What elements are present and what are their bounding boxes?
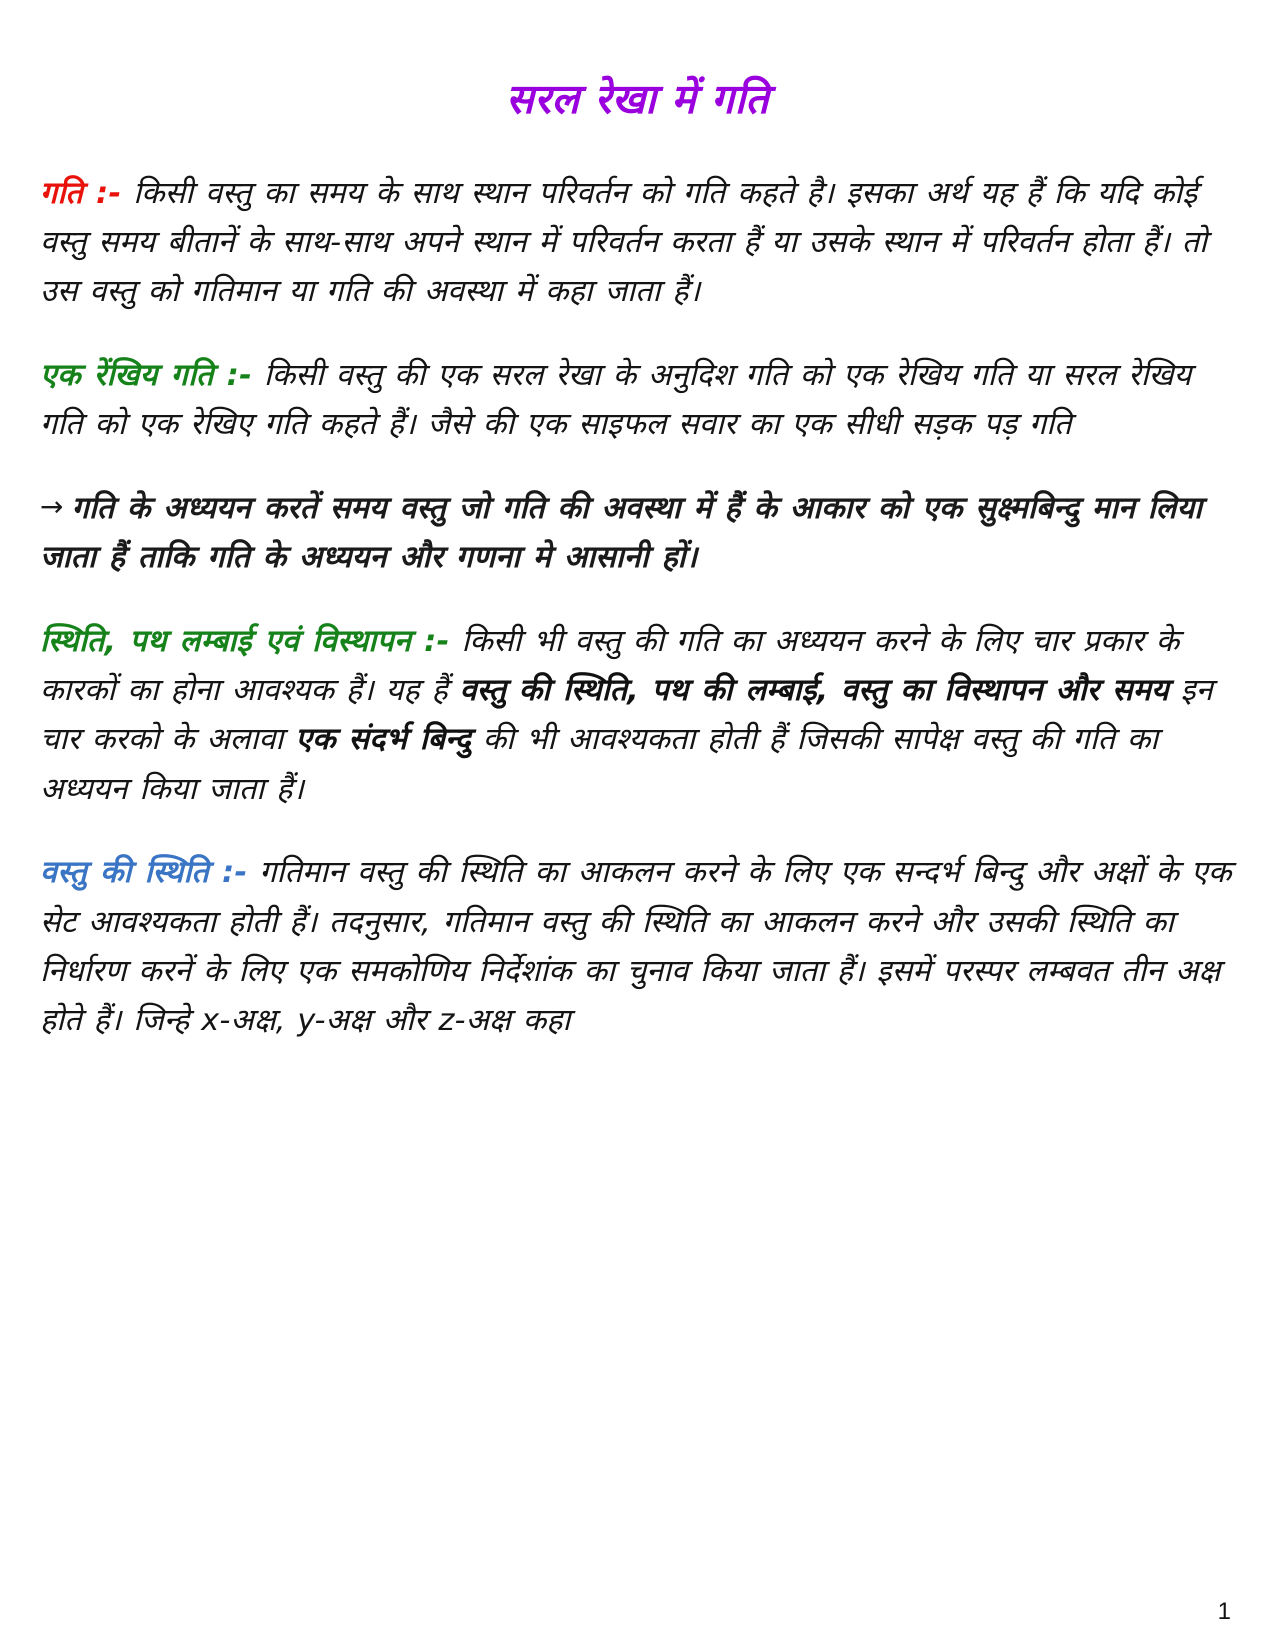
- section-vastu-ki-sthiti-heading: वस्तु की स्थिति :-: [40, 855, 248, 891]
- section-vastu-ki-sthiti-body: गतिमान वस्तु की स्थिति का आकलन करने के लिए एक सन्दर्भ बिन्दु और अक्षों के एक सेट आवश्यकता होती हैं। तदनुसार, गतिमान वस्तु की स्थिति का आकलन करने और उसकी स्थिति का निर्धारण करनें के लिए एक समकोणिय निर्देशांक का चुनाव किया जाता हैं। इसमें परस्पर लम्बवत तीन अक्ष होते हैं। जिन्हे x-अक्ष, y-अक्ष और z-अक्ष कहा: [40, 855, 1232, 1039]
- section-arrow-note-body: गति के अध्ययन करतें समय वस्तु जो गति की अवस्था में हैं के आकार को एक सुक्ष्मबिन्दु मान लिया जाता हैं ताकि गति के अध्ययन और गणना मे आसानी हों।: [40, 490, 1203, 576]
- section-sthiti-body-part-3: की भी आवश्यकता होती हैं जिसकी सापेक्ष वस्तु की गति का अध्ययन किया जाता हैं।: [40, 722, 1159, 807]
- section-sthiti-emphasis-factors: वस्तु की स्थिति, पथ की लम्बाई, वस्तु का विस्थापन और समय: [459, 672, 1169, 708]
- section-gati-body: किसी वस्तु का समय के साथ स्थान परिवर्तन को गति कहते है। इसका अर्थ यह हैं कि यदि कोई वस्तु समय बीतानें के साथ-साथ अपने स्थान में परिवर्तन करता हैं या उसके स्थान में परिवर्तन होता हैं। तो उस वस्तु को गतिमान या गति की अवस्था में कहा जाता हैं।: [40, 175, 1208, 310]
- section-ek-rekhiya-gati-heading: एक रेंखिय गति :-: [40, 357, 253, 393]
- right-arrow-icon: →: [40, 489, 64, 523]
- page-number: 1: [1217, 1598, 1231, 1625]
- section-arrow-note: [40, 484, 1235, 583]
- page-content: [0, 169, 1275, 1046]
- section-sthiti-path-visthapan: [40, 617, 1235, 815]
- section-sthiti-emphasis-reference-point: एक संदर्भ बिन्दु: [295, 722, 471, 758]
- section-vastu-ki-sthiti: [40, 848, 1235, 1046]
- section-gati: [40, 169, 1235, 317]
- section-sthiti-body-part-2: इन चार करको के अलावा: [40, 672, 1213, 758]
- section-ek-rekhiya-gati-body: किसी वस्तु की एक सरल रेखा के अनुदिश गति को एक रेखिय गति या सरल रेखिय गति को एक रेखिए गति कहते हैं। जैसे की एक साइफल सवार का एक सीधी सड़क पड़ गति: [40, 357, 1192, 443]
- section-ek-rekhiya-gati: [40, 351, 1235, 450]
- section-gati-heading: गति :-: [40, 175, 122, 211]
- section-sthiti-path-visthapan-heading: स्थिति, पथ लम्बाई एवं विस्थापन :-: [40, 623, 450, 659]
- page-title: सरल रेखा में गति: [505, 75, 770, 124]
- section-sthiti-body-part-1: किसी भी वस्तु की गति का अध्ययन करने के लिए चार प्रकार के कारकों का होना आवश्यक हैं। यह हैं: [40, 623, 1180, 708]
